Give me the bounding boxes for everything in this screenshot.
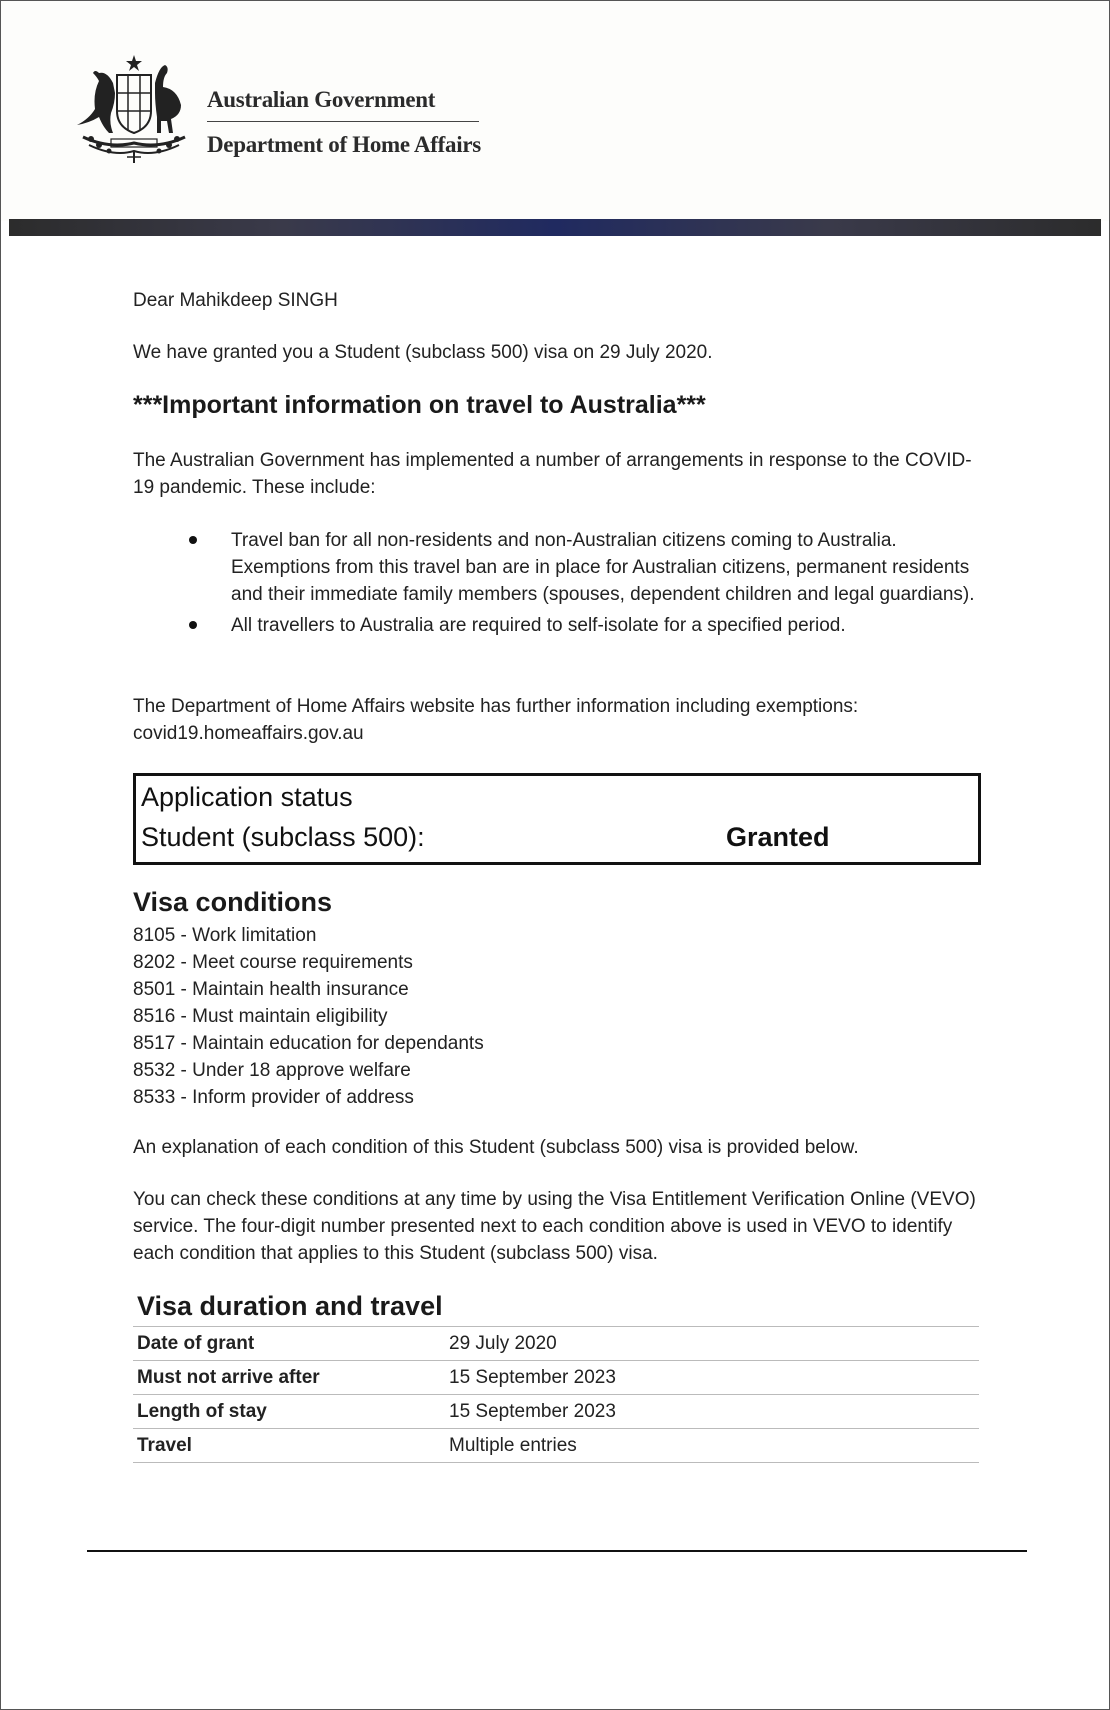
visa-duration-section [133,1291,979,1463]
row-value: 29 July 2020 [445,1327,979,1361]
agency-name [207,87,481,158]
header-divider-bar [9,219,1101,236]
travel-ban-list [133,527,983,639]
table-row [133,1395,979,1429]
grant-sentence: We have granted you a Student (subclass 500) visa on 29 July 2020. [133,342,713,363]
row-value: 15 September 2023 [445,1361,979,1395]
visa-conditions-section [133,887,484,1111]
government-name: Australian Government [207,87,479,122]
condition-item: 8517 - Maintain education for dependants [133,1033,484,1054]
row-value: 15 September 2023 [445,1395,979,1429]
footer-divider [87,1550,1027,1552]
duration-table [133,1326,979,1463]
covid-intro: The Australian Government has implemented a number of arrangements in response to the COVID-19 pandemic. These include: [133,450,972,498]
condition-item: 8202 - Meet course requirements [133,952,413,973]
table-row [133,1361,979,1395]
list-item [133,527,983,608]
list-item [133,612,983,639]
website-link[interactable]: covid19.homeaffairs.gov.au [133,723,364,744]
bullet-icon [189,536,197,544]
website-info: The Department of Home Affairs website has further information including exemptions: [133,696,859,717]
row-label: Length of stay [133,1395,445,1429]
status-title: Application status [141,782,353,812]
conditions-heading: Visa conditions [133,887,333,917]
application-status-box [133,773,981,865]
conditions-explanation: An explanation of each condition of this Student (subclass 500) visa is provided below. [133,1137,859,1158]
list-item-text: All travellers to Australia are required to self-isolate for a specified period. [231,615,846,636]
condition-item: 8501 - Maintain health insurance [133,979,409,1000]
condition-item: 8532 - Under 18 approve welfare [133,1060,411,1081]
list-item-text: Travel ban for all non-residents and non-Australian citizens coming to Australia. Exemptions from this travel ban are in place for Australian citizens, permanent residents and their immediate family members (spouses, dependent children and legal guardians). [231,530,975,605]
important-heading: ***Important information on travel to Australia*** [133,391,706,419]
row-label: Travel [133,1429,445,1463]
letterhead [1,1,1109,221]
conditions-list [133,922,484,1111]
duration-heading: Visa duration and travel [137,1291,443,1321]
condition-item: 8105 - Work limitation [133,925,317,946]
table-row [133,1327,979,1361]
condition-item: 8516 - Must maintain eligibility [133,1006,388,1027]
row-label: Must not arrive after [133,1361,445,1395]
vevo-info: You can check these conditions at any time by using the Visa Entitlement Verification Online (VEVO) service. The four-digit number presented next to each condition above is used in VEVO to identify each condition that applies to this Student (subclass 500) visa. [133,1189,976,1264]
table-row [133,1429,979,1463]
department-name: Department of Home Affairs [207,132,481,157]
status-badge: Granted [726,822,830,852]
row-label: Date of grant [133,1327,445,1361]
australian-coat-of-arms-icon [69,53,199,165]
salutation: Dear Mahikdeep SINGH [133,290,338,311]
row-value: Multiple entries [445,1429,979,1463]
status-visa-label: Student (subclass 500): [141,822,425,852]
condition-item: 8533 - Inform provider of address [133,1087,414,1108]
bullet-icon [189,621,197,629]
